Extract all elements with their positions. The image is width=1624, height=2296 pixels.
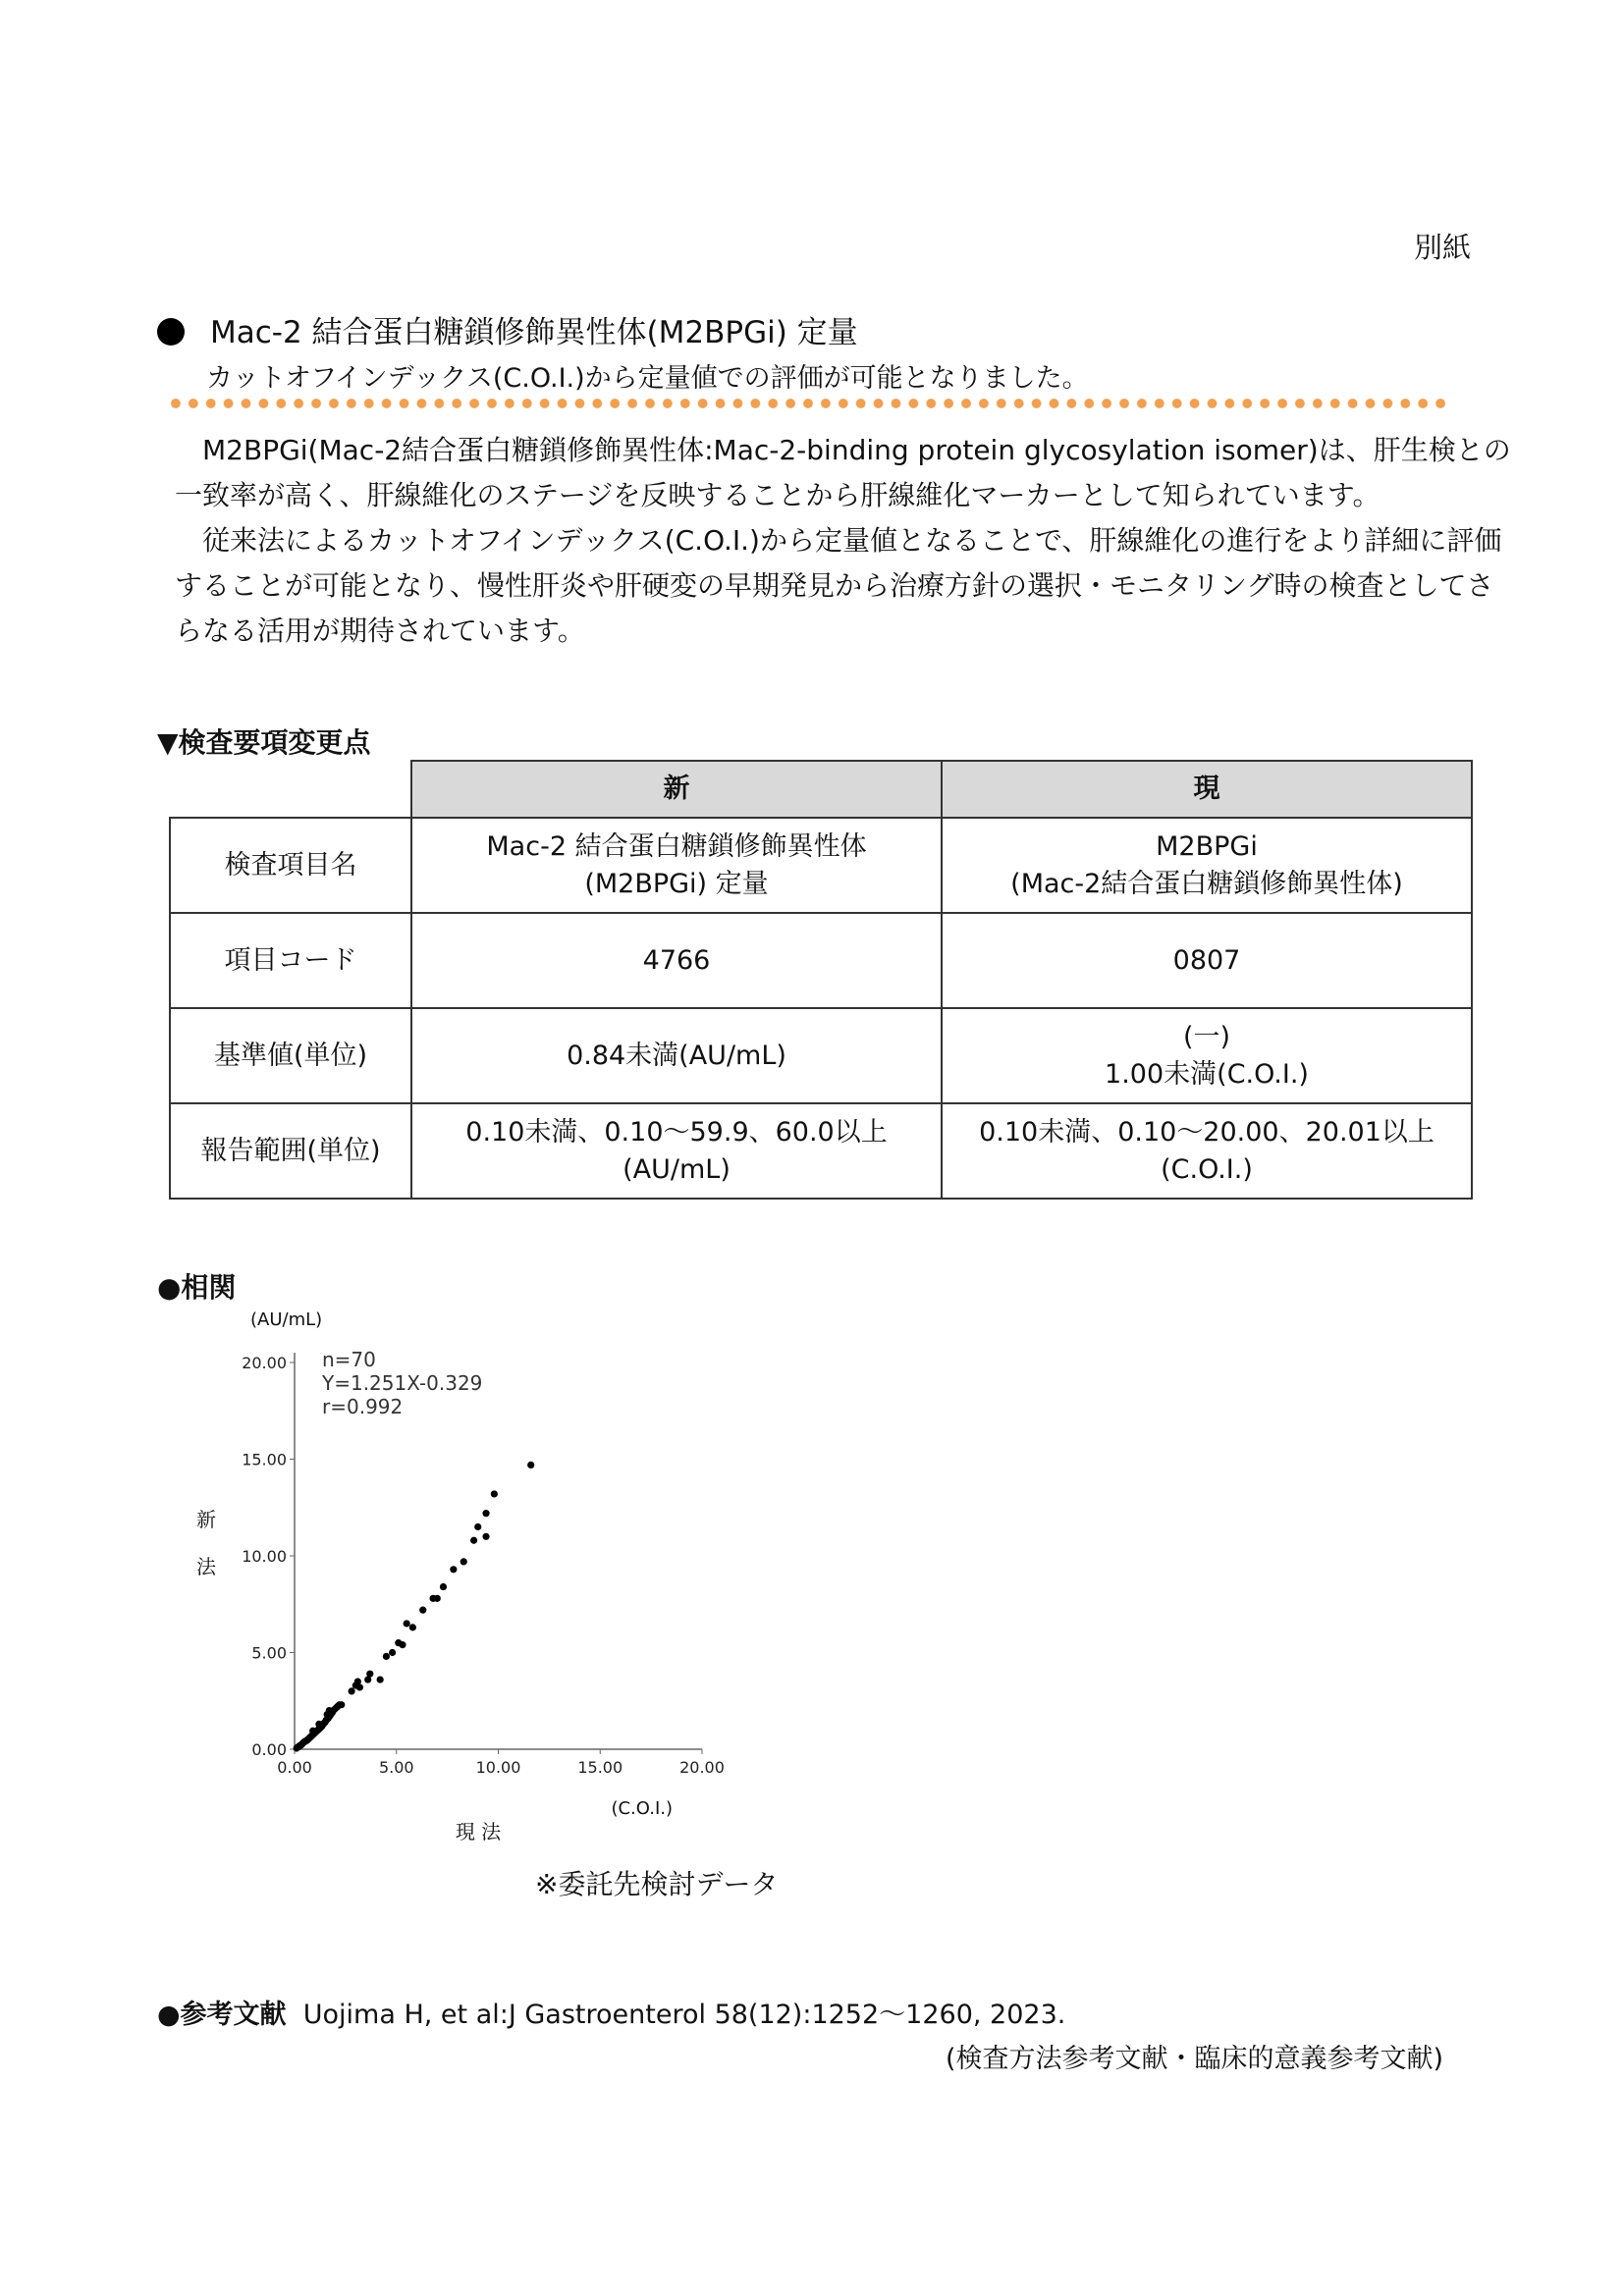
data-point <box>450 1566 457 1573</box>
cell-new: 0.10未満、0.10～59.9、60.0以上(AU/mL) <box>411 1103 942 1199</box>
stats-line: n=70 <box>322 1348 376 1371</box>
data-point <box>419 1607 426 1614</box>
data-point <box>399 1641 406 1648</box>
data-point <box>404 1620 410 1627</box>
data-point <box>434 1595 441 1602</box>
stats-line: Y=1.251X-0.329 <box>322 1371 483 1395</box>
data-point <box>309 1728 316 1735</box>
x-tick-label: 0.00 <box>277 1758 312 1777</box>
paragraph-line: 従来法によるカットオフインデックス(C.O.I.)から定量値となることで、肝線維化の進行をより詳細に評価 <box>202 524 1502 557</box>
data-point <box>338 1701 345 1708</box>
subheading: カットオフインデックス(C.O.I.)から定量値での評価が可能となりました。 <box>206 363 1089 394</box>
x-unit-label: (C.O.I.) <box>611 1798 673 1819</box>
data-point <box>356 1683 363 1690</box>
y-axis-label-1: 新 <box>196 1508 216 1531</box>
heading-text: Mac-2 結合蛋白糖鎖修飾異性体(M2BPGi) 定量 <box>210 315 858 350</box>
data-point <box>377 1676 384 1682</box>
data-point <box>349 1687 355 1694</box>
y-unit-label: (AU/mL) <box>250 1309 323 1330</box>
row-label: 検査項目名 <box>170 818 411 913</box>
paragraph-line: 一致率が高く、肝線維化のステージを反映することから肝線維化マーカーとして知られています。 <box>175 479 1380 511</box>
comparison-table <box>169 760 1473 1200</box>
paragraph-line: らなる活用が期待されています。 <box>175 614 585 647</box>
chart-note: ※委託先検討データ <box>535 1868 779 1900</box>
correlation-scatter-chart <box>177 1296 766 1845</box>
y-tick-label: 5.00 <box>251 1643 287 1663</box>
reference <box>157 1993 1065 2031</box>
x-tick-label: 5.00 <box>378 1758 414 1777</box>
y-axis-label-2: 法 <box>196 1555 216 1578</box>
table-row <box>170 818 1472 913</box>
row-label: 報告範囲(単位) <box>170 1103 411 1199</box>
data-point <box>460 1558 467 1565</box>
y-tick-label: 20.00 <box>242 1354 287 1372</box>
data-point <box>482 1533 489 1540</box>
dotted-divider <box>167 397 1445 410</box>
stats-line: r=0.992 <box>322 1395 404 1418</box>
data-point <box>409 1624 416 1630</box>
x-tick-label: 20.00 <box>679 1758 725 1777</box>
table-row <box>170 1008 1472 1103</box>
cell-new: 0.84未満(AU/mL) <box>411 1008 942 1103</box>
paragraph-2 <box>175 518 1502 654</box>
bullet-icon <box>157 318 185 346</box>
reference-note: (検査方法参考文献・臨床的意義参考文献) <box>946 2044 1444 2074</box>
row-label: 項目コード <box>170 913 411 1008</box>
x-axis-label: 現 法 <box>455 1820 502 1843</box>
heading <box>157 307 858 351</box>
y-tick-label: 10.00 <box>242 1547 287 1566</box>
cell-current: 0807 <box>942 913 1472 1008</box>
reference-label: ●参考文献 <box>157 2000 287 2030</box>
cell-new: 4766 <box>411 913 942 1008</box>
cell-new: Mac-2 結合蛋白糖鎖修飾異性体 (M2BPGi) 定量 <box>411 818 942 913</box>
data-point <box>474 1523 481 1530</box>
attachment-label: 別紙 <box>1414 231 1472 264</box>
data-point <box>491 1490 498 1497</box>
section-title: ▼検査要項変更点 <box>157 726 371 759</box>
correlation-title: ●相関 <box>157 1271 237 1304</box>
data-point <box>389 1649 396 1656</box>
paragraph-line: することが可能となり、慢性肝炎や肝硬変の早期発見から治療方針の選択・モニタリング時の検査としてさ <box>175 569 1494 602</box>
data-point <box>366 1671 373 1678</box>
data-point <box>383 1653 390 1660</box>
paragraph-line: M2BPGi(Mac-2結合蛋白糖鎖修飾異性体:Mac-2-binding protein glycosylation isomer)は、肝生検との <box>202 434 1511 466</box>
y-tick-label: 15.00 <box>242 1450 287 1469</box>
column-header-current: 現 <box>942 761 1472 818</box>
data-point <box>326 1707 333 1714</box>
x-tick-label: 15.00 <box>577 1758 623 1777</box>
row-label: 基準値(単位) <box>170 1008 411 1103</box>
paragraph-1 <box>175 428 1511 518</box>
data-point <box>527 1462 534 1468</box>
data-point <box>440 1583 447 1590</box>
data-point <box>470 1537 477 1544</box>
table-row <box>170 913 1472 1008</box>
data-point <box>315 1721 322 1728</box>
cell-current: (一) 1.00未満(C.O.I.) <box>942 1008 1472 1103</box>
x-tick-label: 10.00 <box>475 1758 521 1777</box>
cell-current: 0.10未満、0.10～20.00、20.01以上 (C.O.I.) <box>942 1103 1472 1199</box>
data-point <box>482 1510 489 1517</box>
y-tick-label: 0.00 <box>251 1740 287 1759</box>
cell-current: M2BPGi (Mac-2結合蛋白糖鎖修飾異性体) <box>942 818 1472 913</box>
column-header-new: 新 <box>411 761 942 818</box>
reference-text: Uojima H, et al:J Gastroenterol 58(12):1252～1260, 2023. <box>302 2000 1066 2030</box>
table-row <box>170 1103 1472 1199</box>
